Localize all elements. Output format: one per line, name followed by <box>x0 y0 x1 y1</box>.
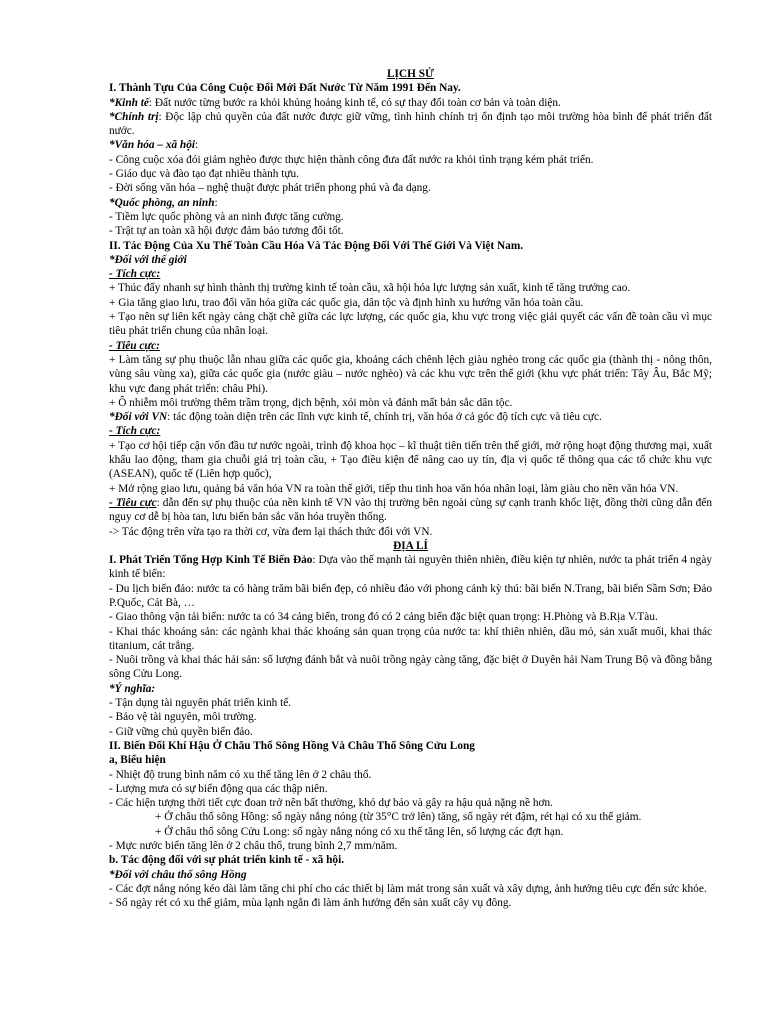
paragraph-kinh-te <box>109 96 712 110</box>
list-item: - Giữ vững chủ quyền biển đảo. <box>109 725 253 738</box>
label-bieu-hien: a, Biểu hiện <box>109 754 166 767</box>
text-tieu-cuc-2: : dẫn đến sự phụ thuộc của nền kinh tế VN vào thị trường bên ngoài cùng sự cạnh tranh khốc liệt, đồng thời cũng dẫn đến nguy cơ dễ bị hòa tan, lưu biến bản sắc văn hóa truyền thống. <box>109 496 712 524</box>
paragraph-quoc-phong <box>109 196 712 210</box>
list-item: - Du lịch biển đảo: nước ta có hàng trăm bãi biển đẹp, có nhiều đảo với phong cảnh kỳ thú: bãi biển N.Trang, bãi biển Sầm Sơn; Đảo P.Quốc, Cát Bà, … <box>109 582 712 609</box>
list-item: - Các đợt nắng nóng kéo dài làm tăng chi phí cho các thiết bị làm mát trong sản xuất và xây dựng, ảnh hưởng tiêu cực đến sức khỏe. <box>109 882 707 895</box>
list-item: - Số ngày rét có xu thế giảm, mùa lạnh ngắn đi làm ảnh hưởng đến sản xuất cây vụ đông. <box>109 897 512 910</box>
list-item: - Các hiện tượng thời tiết cực đoan trở nên bất thường, khó dự báo và gây ra hậu quả nặng nề hơn. <box>109 797 553 810</box>
list-item: + Mở rộng giao lưu, quảng bá văn hóa VN ra toàn thế giới, tiếp thu tinh hoa văn hóa nhân loại, làm giàu cho nền văn hóa VN. <box>109 482 679 495</box>
list-item: + Gia tăng giao lưu, trao đổi văn hóa giữa các quốc gia, dân tộc và định hình xu hướng văn hóa toàn cầu. <box>109 296 584 309</box>
paragraph-tieu-cuc-2 <box>109 496 712 525</box>
paragraph-chinh-tri <box>109 110 712 139</box>
list-item: + Tạo cơ hội tiếp cận vốn đầu tư nước ngoài, trình độ khoa học – kĩ thuật tiên tiến trên thế giới, mở rộng hoạt động thương mại, xuất khẩu lao động, tham gia chuỗi giá trị toàn cầu, + Tạo điều kiện để nâng cao uy tín, địa vị quốc tế thông qua các tổ chức khu vực (ASEAN), quốc tế (Liên hợp quốc), <box>109 439 712 481</box>
document-page <box>109 67 712 911</box>
list-item: - Nhiệt độ trung bình năm có xu thế tăng lên ở 2 châu thổ. <box>109 768 372 781</box>
text-vn: : tác động toàn diện trên các lĩnh vực kinh tế, chính trị, văn hóa ở cả góc độ tích cực và tiêu cực. <box>167 411 602 424</box>
geo-heading-1-paragraph <box>109 553 712 582</box>
geo-heading-2: II. Biến Đổi Khí Hậu Ở Châu Thổ Sông Hồng Và Châu Thổ Sông Cửu Long <box>109 739 475 752</box>
list-item: + Thúc đẩy nhanh sự hình thành thị trường kinh tế toàn cầu, xã hội hóa lực lượng sản xuất, kinh tế tăng trưởng cao. <box>109 282 631 295</box>
list-item: + Làm tăng sự phụ thuộc lẫn nhau giữa các quốc gia, khoảng cách chênh lệch giàu nghèo trong các quốc gia (thành thị - nông thôn, vùng sâu vùng xa), giữa các quốc gia (nước giàu – nước nghèo) và các khu vực trên thế giới (khu vực phát triển: Tây Âu, Bắc Mỹ; khu vực đang phát triển: châu Phi). <box>109 353 712 395</box>
geo-heading-1: I. Phát Triển Tổng Hợp Kinh Tế Biển Đảo <box>109 554 313 567</box>
list-item: - Nuôi trồng và khai thác hải sản: số lượng đánh bắt và nuôi trồng ngày càng tăng, đặc biệt ở Duyên hải Nam Trung Bộ và đồng bằng sông Cửu Long. <box>109 654 712 681</box>
label-van-hoa: *Văn hóa – xã hội <box>109 139 196 152</box>
colon: : <box>195 139 199 152</box>
geo-heading-1-text: : Dựa vào thế mạnh tài nguyên thiên nhiên, điều kiện tự nhiên, nước ta phát triển 4 ngày kinh tế biển: <box>109 554 712 581</box>
list-item: + Tạo nên sự liên kết ngày càng chặt chẽ giữa các lực lượng, các quốc gia, khu vực trong việc giải quyết các vấn đề toàn cầu vì mục tiêu phát triển chung của nhân loại. <box>109 311 712 338</box>
label-tich-cuc-2: - Tích cực: <box>109 425 161 438</box>
list-item: - Lượng mưa có sự biến động qua các thập niên. <box>109 782 328 795</box>
list-item: - Trật tự an toàn xã hội được đảm bảo tương đối tốt. <box>109 225 344 238</box>
list-item: - Tận dụng tài nguyên phát triển kinh tế. <box>109 697 292 710</box>
history-conclusion: -> Tác động trên vừa tạo ra thời cơ, vừa đem lại thách thức đối với VN. <box>109 525 433 538</box>
label-chinh-tri: *Chính trị <box>109 110 159 123</box>
sub-item-song-hong: + Ở châu thổ sông Hồng: số ngày nắng nóng (từ 35°C trở lên) tăng, số ngày rét đậm, rét hại có xu thế giảm. <box>155 811 642 824</box>
label-tieu-cuc-1: - Tiêu cực: <box>109 339 160 352</box>
text-kinh-te: : Đất nước từng bước ra khỏi khủng hoảng kinh tế, có sự thay đổi toàn cơ bản và toàn diện. <box>148 96 561 109</box>
paragraph-vn <box>109 410 712 424</box>
text-chinh-tri: : Độc lập chủ quyền của đất nước được giữ vững, tình hình chính trị ổn định tạo môi trường hòa bình để phát triển đất nước. <box>109 110 712 138</box>
label-the-gioi: *Đối với thế giới <box>109 253 187 266</box>
list-item: - Đời sống văn hóa – nghệ thuật được phát triển phong phú và đa dạng. <box>109 182 431 195</box>
label-tieu-cuc-2: - Tiêu cực <box>109 496 157 509</box>
history-section-title: LỊCH SỬ <box>387 68 434 80</box>
list-item: - Mực nước biển tăng lên ở 2 châu thổ, trung bình 2,7 mm/năm. <box>109 840 398 853</box>
label-vn: *Đối với VN <box>109 411 168 424</box>
list-item: - Giao thông vận tải biển: nước ta có 34 cảng biển, trong đó có 2 cảng biển đặc biệt quan trọng: H.Phòng và B.Rịa V.Tàu. <box>109 611 658 624</box>
label-quoc-phong: *Quốc phòng, an ninh <box>109 196 215 209</box>
history-heading-2: II. Tác Động Của Xu Thế Toàn Cầu Hóa Và Tác Động Đối Với Thế Giới Và Việt Nam. <box>109 239 524 252</box>
label-y-nghia: *Ý nghĩa: <box>109 682 156 695</box>
list-item: - Giáo dục và đào tạo đạt nhiều thành tựu. <box>109 168 299 181</box>
list-item: - Khai thác khoáng sản: các ngành khai thác khoáng sản quan trọng của nước ta: khí thiên nhiên, dầu mỏ, sản xuất muối, khai thác titanium, cát trắng. <box>109 625 712 652</box>
label-tich-cuc-1: - Tích cực: <box>109 268 161 281</box>
sub-item-cuu-long: + Ở châu thổ sông Cửu Long: số ngày nắng nóng có xu thế tăng lên, số lượng các đợt hạn. <box>155 825 564 838</box>
list-item: - Công cuộc xóa đói giảm nghèo được thực hiện thành công đưa đất nước ra khỏi tình trạng kém phát triển. <box>109 153 594 166</box>
paragraph-van-hoa <box>109 138 712 152</box>
list-item: - Bảo vệ tài nguyên, môi trường. <box>109 711 257 724</box>
list-item: - Tiềm lực quốc phòng và an ninh được tăng cường. <box>109 210 344 223</box>
colon: : <box>214 196 218 209</box>
geo-section-title: ĐỊA LÍ <box>393 539 428 552</box>
label-kinh-te: *Kinh tế <box>109 96 149 109</box>
label-tac-dong: b. Tác động đối với sự phát triển kinh tế - xã hội. <box>109 854 345 867</box>
history-heading-1: I. Thành Tựu Của Công Cuộc Đổi Mới Đất Nước Từ Năm 1991 Đến Nay. <box>109 82 461 95</box>
label-song-hong: *Đối với châu thổ sông Hồng <box>109 868 247 881</box>
list-item: + Ô nhiễm môi trường thêm trầm trọng, dịch bệnh, xói mòn và đánh mất bản sắc dân tộc. <box>109 396 513 409</box>
